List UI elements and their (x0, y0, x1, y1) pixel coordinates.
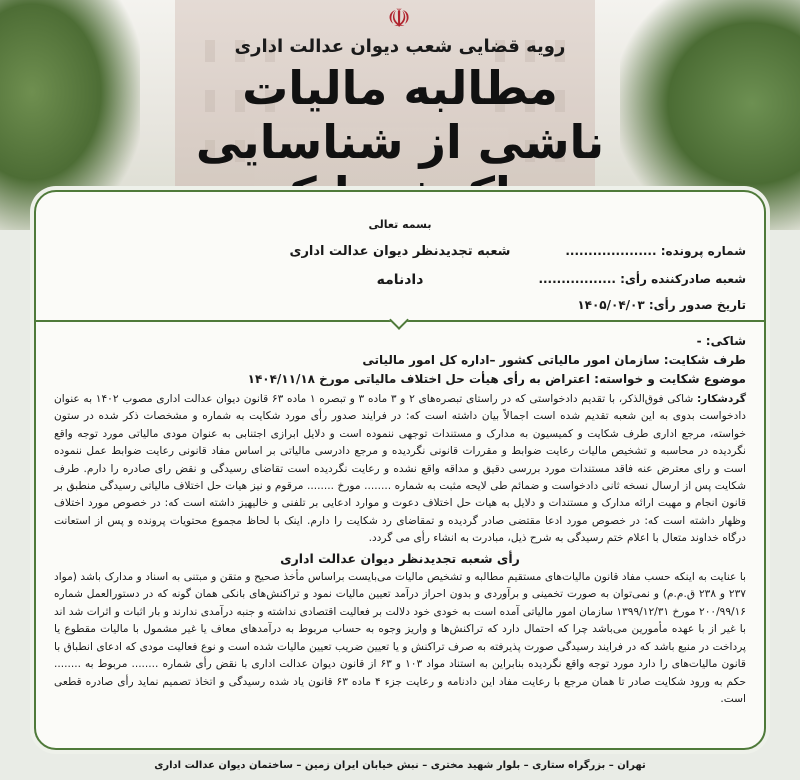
proceedings-label: گردشکار: (696, 393, 747, 405)
title-line-1: مطالبه مالیات (242, 61, 558, 115)
proceedings-text: شاکی فوق‌الذکر، با تقدیم دادخواستی که در راستای تبصره‌های ۲ و ۳ ماده ۳ و تبصره ۱ ماده ۶۳ قانون دیوان عدالت اداری مصوب ۱۴۰۲ به عنوان دادخواست بدوی به این شعبه تقدیم شده است اجمالاً بیان داشته است که: در فرایند صدور رأی مورد شکایت به شماره و مشخصات ذکر شده در ستون خواسته، مرجع اداری طرف شکایت و کمیسیون به مدارک و مستندات توجهی ننموده است و دلایل ابرازی اجتنابی به عنوان مودی مالیاتی مورد توجه واقع نگردیده در محاسبه و تشخیص مالیات رعایت ضوابط و مقررات قانونی نگردیده و مرجع دادرسی مالیاتی بر اساس مفاد قانونی رعایت ضوابط عمل ننموده است و رای معترض عنه فاقد مستندات مورد بررسی دقیق و مداقه واقع نشده و رعایت نگردیده است تقاضای رسیدگی و نقض رای صادره را دارم. طرف شکایت پس از ارسال نسخه ثانی دادخواست و ضمائم طی لایحه مثبت به شماره ........ مورخ ........ مرقوم و نیز هیات حل اختلاف مالیاتی رسیدگی منطبق بر قانون انجام و مهیت ارائه مدارک و مستندات و دلایل به هیات حل اختلاف دعوت و موارد ادعایی بر تلفنی و خالیهیز داشته است که: در خصوص مورد اختلاف وظهار داشته است که: در خصوص مورد ادعا مقتضی صادر گردیده و تمقاضای رد شکایت را دارم. اینک با لحاظ مجموع محتویات پرونده و پس از استعانت درگاه خداوند متعال با اعلام ختم رسیدگی به شرح ذیل، مبادرت به انشاء رأی می گردد. (54, 393, 746, 545)
header-divider (36, 320, 764, 322)
title-line-2: ناشی از شناسایی (195, 115, 605, 169)
case-number: شماره پرونده: .................... (565, 244, 746, 258)
verdict-document (34, 190, 766, 750)
subject: موضوع شکایت و خواسته: اعتراض به رأی هیأت حل اختلاف مالیاتی مورخ ۱۴۰۴/۱۱/۱۸ (247, 372, 746, 386)
opinion-paragraph: با عنایت به اینکه حسب مفاد قانون مالیات‌های مستقیم مطالبه و تشخیص مالیات می‌بایست براساس مأخذ صحیح و متقن و مبتنی به اسناد و مدارک باشد (مواد ۲۳۷ و ۲۳۸ ق.م.م) و نمی‌توان به صورت تخمینی و برآوردی و بدون احراز درآمد تعیین مالیات نمود و تراکنش‌های بانکی همان گونه که در دستورالعمل شماره ۲۰۰/۹۹/۱۶ مورخ ۱۳۹۹/۱۲/۳۱ سازمان امور مالیاتی آمده است به خودی خود دلالت بر فعالیت اقتصادی نداشته و جنبه درآمدی ندارند و بار اثبات و اثرات شد اند با غیر از با عهده مأمورین می‌باشد چرا که احتمال دارد که تراکنش‌ها و واریز وجوه به حساب مربوط به درآمدهای معاف یا غیر مشمول با مالیات مقطوع یا پرداخت در منبع باشد که در فرایند رسیدگی صورت پذیرفته به صرف تراکنش و یا تعیین ضریب تعیین مالیات شده است و نوع فعالیت مودی که ادعای انطباق با قانون مالیات‌های را دارد مورد توجه واقع نگردیده بنابراین به استناد مواد ۱۰۳ و ۶۳ از قانون دیوان عدالت اداری با نقض رأی شماره ........ مربوط به ........ حکم به ورود شکایت صادر تا همان مرجع با رعایت مفاد این دادنامه و رعایت جزء ۴ ماده ۶۳ قانون یاد شده رسیدگی و اتخاذ تصمیم نماید رأی صادره قطعی است. (54, 571, 746, 705)
document-header (36, 192, 764, 324)
iran-emblem-icon: ☫ (387, 4, 411, 34)
basmala: بسمه تعالی (368, 218, 432, 231)
branch-name: شعبه تجدیدنظر دیوان عدالت اداری (289, 244, 511, 259)
document-type: دادنامه (376, 272, 424, 288)
complainant: شاکی: - (696, 334, 746, 348)
opinion-title: رأی شعبه تجدیدنظر دیوان عدالت اداری (280, 550, 520, 566)
proceedings-paragraph (54, 391, 746, 548)
document-body (54, 332, 746, 708)
respondent: طرف شکایت: سازمان امور مالیاتی کشور –اداره کل امور مالیاتی (362, 353, 746, 367)
issue-date: تاریخ صدور رأی: ۱۴۰۵/۰۴/۰۳ (577, 298, 746, 312)
issuing-branch: شعبه صادرکننده رأی: ................. (538, 272, 746, 286)
header-subtitle: رویه قضایی شعب دیوان عدالت اداری (234, 36, 566, 57)
footer-address: تهران – بزرگراه ستاری – بلوار شهید مختری – نبش خیابان ایران زمین – ساختمان دیوان عدالت اداری (154, 760, 646, 771)
